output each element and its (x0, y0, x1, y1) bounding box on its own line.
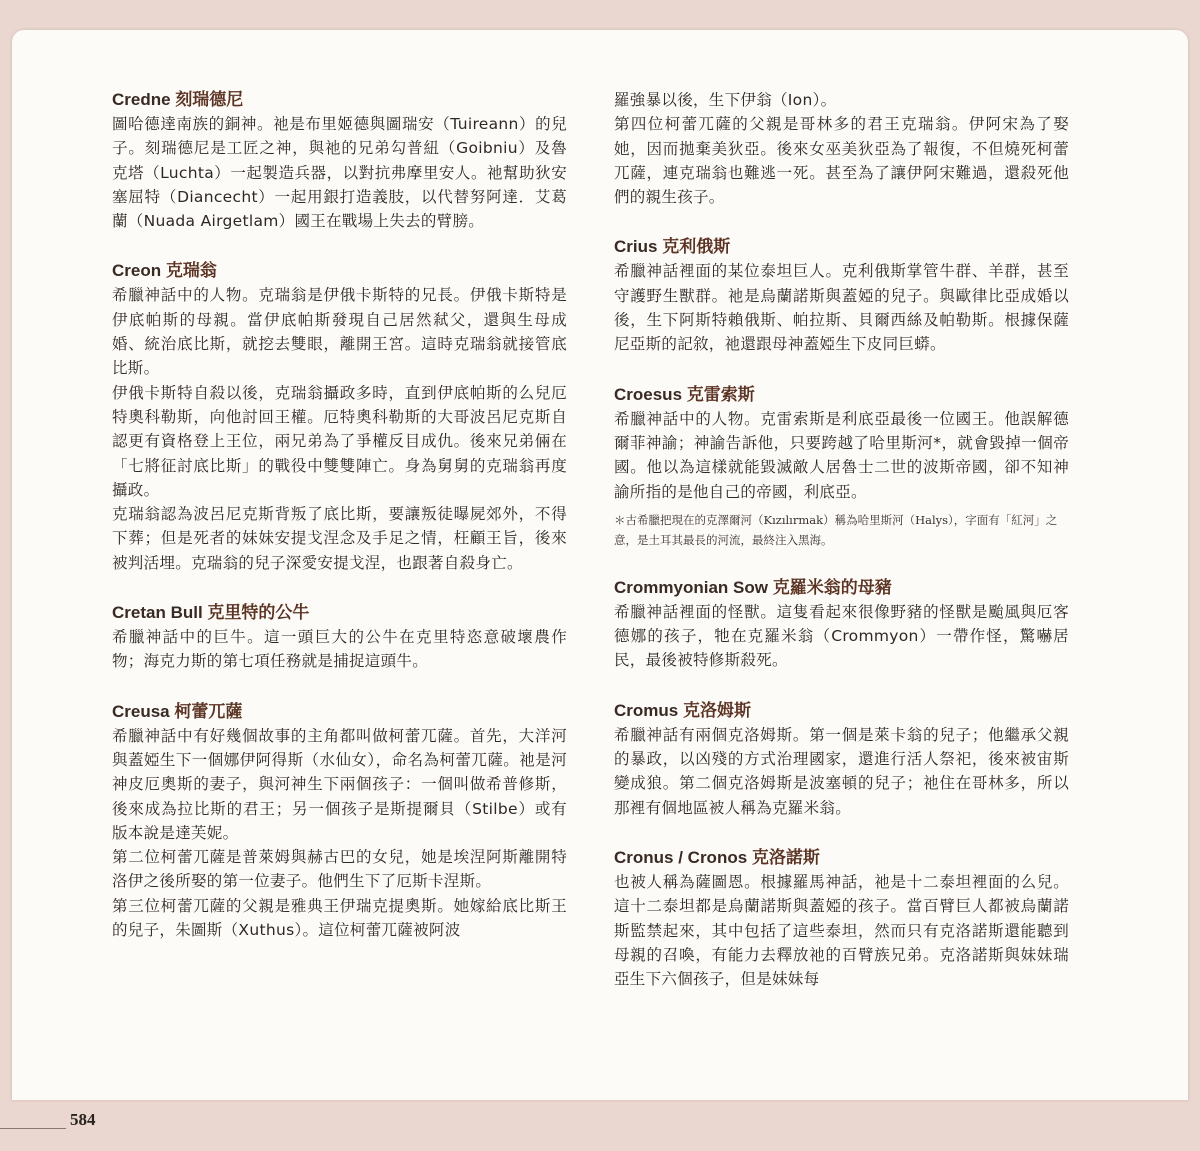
entry-paragraph: 圖哈德達南族的銅神。祂是布里姬德與圖瑞安（Tuireann）的兒子。刻瑞德尼是工匠之神，與祂的兄弟勾普紐（Goibniu）及魯克塔（Luchta）一起製造兵器，以對抗弗摩里安人。祂幫助狄安塞屈特（Diancecht）一起用銀打造義肢，以代替努阿達．艾葛蘭（Nuada Airgetlam）國王在戰場上失去的臂膀。 (112, 115, 567, 231)
footnote: ＊古希臘把現在的克澤爾河（Kızılırmak）稱為哈里斯河（Halys），字面有「紅河」之意，是土耳其最長的河流，最終注入黑海。 (614, 512, 1058, 547)
heading-chinese: 刻瑞德尼 (175, 90, 244, 109)
heading-english: Creusa (112, 701, 170, 721)
entry-crommyonian-sow (614, 576, 1069, 673)
heading-english: Croesus (614, 384, 683, 404)
heading-english: Creon (112, 261, 162, 281)
entry-paragraph: 希臘神話中的人物。克雷索斯是利底亞最後一位國王。他誤解德爾菲神諭；神諭告訴他，只要跨越了哈里斯河*，就會毀掉一個帝國。他以為這樣就能毀滅敵人居魯士二世的波斯帝國，卻不知神諭所指的是他自己的帝國，利底亞。 (614, 409, 1069, 501)
entry-heading (112, 88, 567, 112)
entry-creusa (112, 700, 567, 943)
heading-english: Cronus / Cronos (614, 847, 748, 867)
entry-paragraph: 第二位柯蕾兀薩是普萊姆與赫古巴的女兒，她是埃涅阿斯離開特洛伊之後所娶的第一位妻子。他們生下了厄斯卡涅斯。 (112, 848, 567, 891)
heading-chinese: 克羅米翁的母豬 (772, 577, 892, 597)
entry-heading (614, 383, 1069, 407)
heading-english: Cromus (614, 700, 679, 720)
heading-english: Credne (112, 90, 171, 109)
heading-chinese: 克洛姆斯 (682, 700, 751, 720)
page-footer-band (0, 1106, 1200, 1151)
entry-paragraph: 希臘神話裡面的怪獸。這隻看起來很像野豬的怪獸是颱風與厄客德娜的孩子，牠在克羅米翁（Crommyon）一帶作怪，驚嚇居民，最後被特修斯殺死。 (614, 602, 1069, 670)
entry-heading (614, 699, 1069, 723)
entry-crius (614, 235, 1069, 356)
heading-chinese: 柯蕾兀薩 (174, 701, 243, 721)
heading-chinese: 克雷索斯 (686, 384, 755, 404)
entry-paragraph: 希臘神話有兩個克洛姆斯。第一個是萊卡翁的兒子；他繼承父親的暴政，以凶殘的方式治理國家，還進行活人祭祀，後來被宙斯變成狼。第二個克洛姆斯是波塞頓的兒子；祂住在哥林多，所以那裡有個地區被人稱為克羅米翁。 (614, 725, 1069, 817)
entry-paragraph: 第三位柯蕾兀薩的父親是雅典王伊瑞克提奧斯。她嫁給底比斯王的兒子，朱圖斯（Xuthus）。這位柯蕾兀薩被阿波 (112, 896, 567, 940)
page-number: 584 (70, 1110, 96, 1129)
heading-chinese: 克里特的公牛 (207, 603, 310, 623)
left-column (112, 88, 567, 942)
entry-creon (112, 259, 567, 575)
heading-english: Crius (614, 237, 658, 257)
heading-english: Crommyonian Sow (614, 577, 768, 597)
entry-cretan-bull (112, 601, 567, 674)
entry-paragraph: 克瑞翁認為波呂尼克斯背叛了底比斯，要讓叛徒曝屍郊外，不得下葬；但是死者的妹妹安提戈涅念及手足之情，枉顧王旨，後來被判活埋。克瑞翁的兒子深愛安提戈涅，也跟著自殺身亡。 (112, 505, 567, 572)
footer-rule (0, 1128, 66, 1129)
heading-chinese: 克瑞翁 (165, 261, 217, 281)
entry-paragraph: 伊俄卡斯特自殺以後，克瑞翁攝政多時，直到伊底帕斯的么兒厄特奧科勒斯，向他討回王權。厄特奧科勒斯的大哥波呂尼克斯自認更有資格登上王位，兩兄弟為了爭權反目成仇。後來兄弟倆在「七將征討底比斯」的戰役中雙雙陣亡。身為舅舅的克瑞翁再度攝政。 (112, 383, 567, 499)
entry-paragraph: 希臘神話中有好幾個故事的主角都叫做柯蕾兀薩。首先，大洋河與蓋婭生下一個娜伊阿得斯（水仙女），命名為柯蕾兀薩。祂是河神皮厄奧斯的妻子，與河神生下兩個孩子：一個叫做希普修斯，後來成為拉比斯的君王；另一個孩子是斯提爾貝（Stilbe）或有版本說是達芙妮。 (112, 726, 567, 842)
entry-paragraph: 羅強暴以後，生下伊翁（Ion）。 (614, 91, 837, 109)
entry-paragraph: 也被人稱為薩圖恩。根據羅馬神話，祂是十二泰坦裡面的么兒。這十二泰坦都是烏蘭諾斯與蓋婭的孩子。當百臂巨人都被烏蘭諾斯監禁起來，其中包括了這些泰坦，然而只有克洛諾斯還能聽到母親的召喚，有能力去釋放祂的百臂族兄弟。克洛諾斯與妹妹瑞亞生下六個孩子，但是妹妹每 (614, 872, 1069, 989)
entry-paragraph: 第四位柯蕾兀薩的父親是哥林多的君王克瑞翁。伊阿宋為了娶她，因而拋棄美狄亞。後來女巫美狄亞為了報復，不但燒死柯蕾兀薩，連克瑞翁也難逃一死。甚至為了讓伊阿宋難過，還殺死他們的親生孩子。 (614, 115, 1069, 207)
entry-paragraph: 希臘神話中的人物。克瑞翁是伊俄卡斯特的兄長。伊俄卡斯特是伊底帕斯的母親。當伊底帕斯發現自己居然弒父，還與生母成婚、統治底比斯，就挖去雙眼，離開王宮。這時克瑞翁就接管底比斯。 (112, 286, 567, 378)
entry-heading (614, 235, 1069, 259)
entry-cronus (614, 846, 1069, 991)
entry-paragraph: 希臘神話中的巨牛。這一頭巨大的公牛在克里特恣意破壞農作物；海克力斯的第七項任務就是捕捉這頭牛。 (112, 628, 567, 671)
entry-heading (614, 846, 1069, 870)
entry-heading (614, 576, 1069, 600)
entry-heading (112, 700, 567, 724)
entry-heading (112, 601, 567, 625)
entry-credne (112, 88, 567, 233)
heading-chinese: 克洛諾斯 (751, 847, 820, 867)
entry-paragraph: 希臘神話裡面的某位泰坦巨人。克利俄斯掌管牛群、羊群，甚至守護野生獸群。祂是烏蘭諾斯與蓋婭的兒子。與歐律比亞成婚以後，生下阿斯特賴俄斯、帕拉斯、貝爾西絲及帕勒斯。根據保薩尼亞斯的記敘，祂還跟母神蓋婭生下皮同巨蟒。 (614, 262, 1069, 354)
right-column (614, 88, 1069, 991)
heading-english: Cretan Bull (112, 603, 203, 623)
entry-croesus (614, 383, 1069, 550)
entry-heading (112, 259, 567, 283)
entry-creusa-continued (614, 88, 1069, 209)
heading-chinese: 克利俄斯 (662, 237, 731, 257)
entry-cromus (614, 699, 1069, 820)
